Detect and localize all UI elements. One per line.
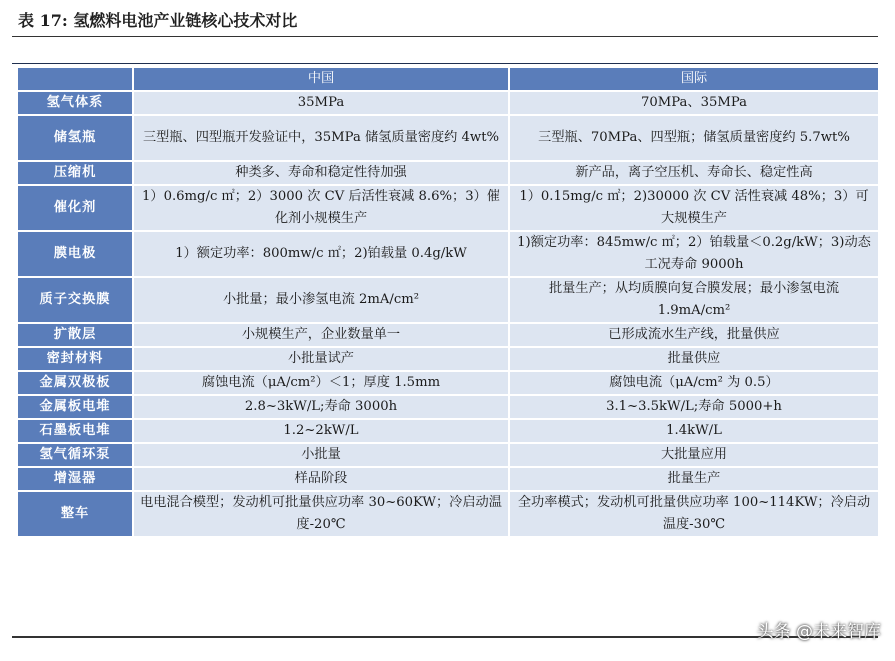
title-rule: [12, 36, 878, 37]
table-row: [18, 420, 878, 442]
cell-china: 35MPa: [132, 92, 508, 114]
cell-intl: 1）0.15mg/c ㎡；2)30000 次 CV 活性衰减 48%；3）可大规模生产: [508, 186, 878, 230]
row-label: 金属双极板: [18, 372, 132, 394]
row-label: 膜电极: [18, 232, 132, 276]
header-china: 中国: [132, 68, 508, 90]
table-row: [18, 468, 878, 490]
row-label: 氢气体系: [18, 92, 132, 114]
table-row: [18, 232, 878, 276]
cell-china: 腐蚀电流（μA/cm²）＜1；厚度 1.5mm: [132, 372, 508, 394]
comparison-table: [18, 66, 878, 538]
table-row: [18, 348, 878, 370]
cell-intl: 3.1~3.5kW/L;寿命 5000+h: [508, 396, 878, 418]
row-label: 氢气循环泵: [18, 444, 132, 466]
table-row: [18, 372, 878, 394]
cell-intl: 批量供应: [508, 348, 878, 370]
header-intl: 国际: [508, 68, 878, 90]
cell-china: 小批量试产: [132, 348, 508, 370]
table-row: [18, 396, 878, 418]
row-label: 扩散层: [18, 324, 132, 346]
table-top-rule: [12, 63, 878, 64]
table-row: [18, 116, 878, 160]
row-label: 储氢瓶: [18, 116, 132, 160]
table-row: [18, 444, 878, 466]
table-row: [18, 162, 878, 184]
header-row: [18, 68, 878, 90]
row-label: 密封材料: [18, 348, 132, 370]
table-row: [18, 324, 878, 346]
table-row: [18, 92, 878, 114]
cell-china: 小批量: [132, 444, 508, 466]
row-label: 增湿器: [18, 468, 132, 490]
cell-china: 1.2~2kW/L: [132, 420, 508, 442]
cell-china: 小批量；最小渗氢电流 2mA/cm²: [132, 278, 508, 322]
cell-intl: 新产品，离子空压机、寿命长、稳定性高: [508, 162, 878, 184]
row-label: 催化剂: [18, 186, 132, 230]
cell-intl: 三型瓶、70MPa、四型瓶；储氢质量密度约 5.7wt%: [508, 116, 878, 160]
cell-china: 种类多、寿命和稳定性待加强: [132, 162, 508, 184]
row-label: 整车: [18, 492, 132, 536]
cell-china: 电电混合模型；发动机可批量供应功率 30~60KW；冷启动温度-20℃: [132, 492, 508, 536]
cell-china: 2.8~3kW/L;寿命 3000h: [132, 396, 508, 418]
row-label: 石墨板电堆: [18, 420, 132, 442]
cell-china: 样品阶段: [132, 468, 508, 490]
cell-china: 小规模生产，企业数量单一: [132, 324, 508, 346]
cell-china: 三型瓶、四型瓶开发验证中，35MPa 储氢质量密度约 4wt%: [132, 116, 508, 160]
table-row: [18, 492, 878, 536]
table-title: 表 17: 氢燃料电池产业链核心技术对比: [18, 11, 298, 30]
cell-intl: 大批量应用: [508, 444, 878, 466]
header-corner: [18, 68, 132, 90]
cell-intl: 1.4kW/L: [508, 420, 878, 442]
table-bottom-rule: [12, 636, 878, 638]
cell-china: 1）0.6mg/c ㎡；2）3000 次 CV 后活性衰减 8.6%；3）催化剂小规模生产: [132, 186, 508, 230]
cell-intl: 1)额定功率：845mw/c ㎡；2）铂载量＜0.2g/kW；3)动态工况寿命 9000h: [508, 232, 878, 276]
cell-china: 1）额定功率：800mw/c ㎡；2)铂载量 0.4g/kW: [132, 232, 508, 276]
cell-intl: 批量生产: [508, 468, 878, 490]
cell-intl: 全功率模式；发动机可批量供应功率 100~114KW；冷启动温度-30℃: [508, 492, 878, 536]
cell-intl: 批量生产；从均质膜向复合膜发展；最小渗氢电流 1.9mA/cm²: [508, 278, 878, 322]
cell-intl: 腐蚀电流（μA/cm² 为 0.5）: [508, 372, 878, 394]
row-label: 质子交换膜: [18, 278, 132, 322]
watermark: 头条 @未来智库: [756, 622, 881, 642]
table-row: [18, 186, 878, 230]
cell-intl: 70MPa、35MPa: [508, 92, 878, 114]
table-row: [18, 278, 878, 322]
row-label: 金属板电堆: [18, 396, 132, 418]
row-label: 压缩机: [18, 162, 132, 184]
cell-intl: 已形成流水生产线，批量供应: [508, 324, 878, 346]
